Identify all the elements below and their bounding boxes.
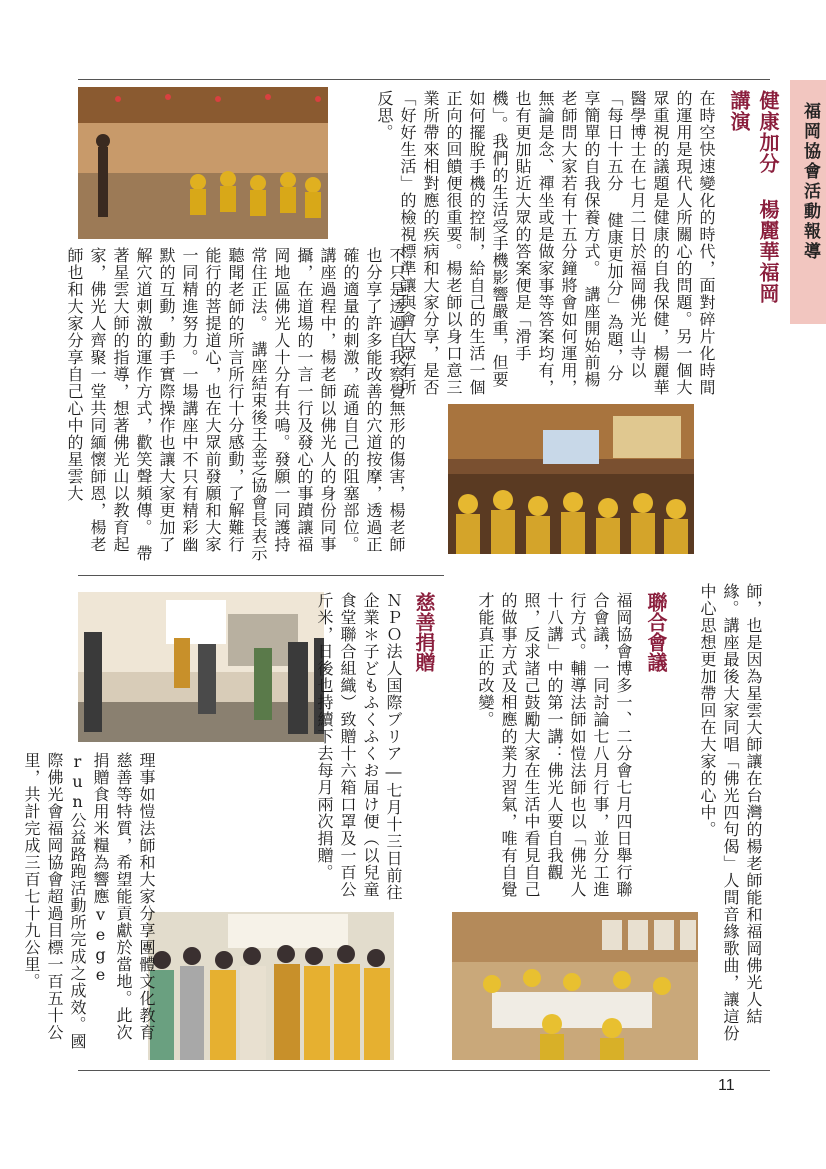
joint-meeting-body: 福岡協會博多一、二分會七月四日舉行聯合會議，一同討論七八月行事，並分工進行方式。輔導法師如愷法師也以「佛光人十八講」中的第一講：佛光人要自我觀照，反求諸己鼓勵大家在生活中看見自己的做事方式及相應的業力習氣，唯有自覺才能真正的改變。 — [476, 592, 633, 898]
joint-meeting-photo-image — [452, 912, 698, 1060]
charity-column-b: 理事如愷法師和大家分享團體文化教育慈善等特質，希望能貢獻於當地。此次捐贈食用米糧為響應vege run公益路跑活動所完成之成效。國際佛光會福岡協會超過目標一百五十公里，共計完成三百七十九公里。 — [22, 752, 156, 1050]
page-number: 11 — [718, 1077, 735, 1094]
lecture-photo-1 — [78, 87, 328, 239]
charity-photo-1 — [78, 592, 324, 742]
section-tab — [790, 80, 826, 324]
lecture-photo-2-image — [448, 404, 694, 554]
charity-photo-1-image — [78, 592, 324, 742]
charity-photo-2 — [148, 912, 394, 1060]
joint-meeting-heading: 聯合會議 — [644, 592, 668, 672]
bottom-divider — [78, 1070, 770, 1071]
charity-column-a: ＮＰＯ法人国際ブリア―七月十三日前往企業＊子どもふくふくお届け便（以兒童食堂聯合組織）致贈十六箱口罩及一百公斤米，日後也持續下去每月兩次捐贈。 — [315, 592, 403, 901]
lecture-photo-1-image — [78, 87, 328, 239]
lecture-column-c: 師，也是因為星雲大師讓在台灣的楊老師能和福岡佛光人結緣。講座最後大家同唱「佛光四句偈」人間音緣歌曲，讓這份中心思想更加帶回在大家的心中。 — [698, 583, 763, 1042]
lecture-column-b: 不只是透過自我察覺無形的傷害，楊老師也分享了許多能改善的穴道按摩，透過正確的適量的刺激，疏通自己的阻塞部位。講座過程中，楊老師以佛光人的身份同事攝，在道場的一言一行及發心的事蹟讓福岡地區佛光人十分有共鳴。發願一同護持常住正法。 講座結束後王金芝協會長表示聽聞老師的所言所行十分感動，了解難行能行的菩提道心，也在大眾前發願和大家一同精進努力。一場講座中不只有精彩幽默的互動，動手實際操作也讓大家更加了解穴道刺激的運作方式，歡笑聲頻傳。 帶著星雲大師的指導，想著佛光山以教育起家，佛光人齊聚一堂共同緬懷師恩，楊老師也和大家分享自己心中的星雲大 — [65, 247, 406, 562]
lecture-heading: 健康加分 楊麗華福岡講演 — [727, 90, 780, 304]
charity-photo-2-image — [148, 912, 394, 1060]
section-tab-label: 福岡協會活動報導 — [800, 102, 820, 262]
section-divider — [78, 575, 444, 576]
charity-heading: 慈善捐贈 — [412, 592, 436, 672]
joint-meeting-photo — [452, 912, 698, 1060]
top-divider — [78, 79, 770, 80]
lecture-column-a: 在時空快速變化的時代，面對碎片化時間的運用是現代人所關心的問題。另一個大眾重視的議題是健康的自我保健，楊麗華醫學博士在七月二日於福岡佛光山寺以「每日十五分 健康更加分」為題，分享簡單的自我保養方式。 講座開始前楊老師問大家若有十五分鐘將會如何運用，無論是念、禪坐或是做家事等答案均有，也有更加貼近大眾的答案便是「滑手機」。我們的生活受手機影響嚴重，但要如何擺脫手機的控制，給自己的生活一個正向的回饋便很重要。楊老師以身口意三業所帶來相對應的疾病和大家分享，是否「好好生活」的檢視標準讓與會大眾有所反思。 — [375, 90, 716, 396]
lecture-photo-2 — [448, 404, 694, 554]
